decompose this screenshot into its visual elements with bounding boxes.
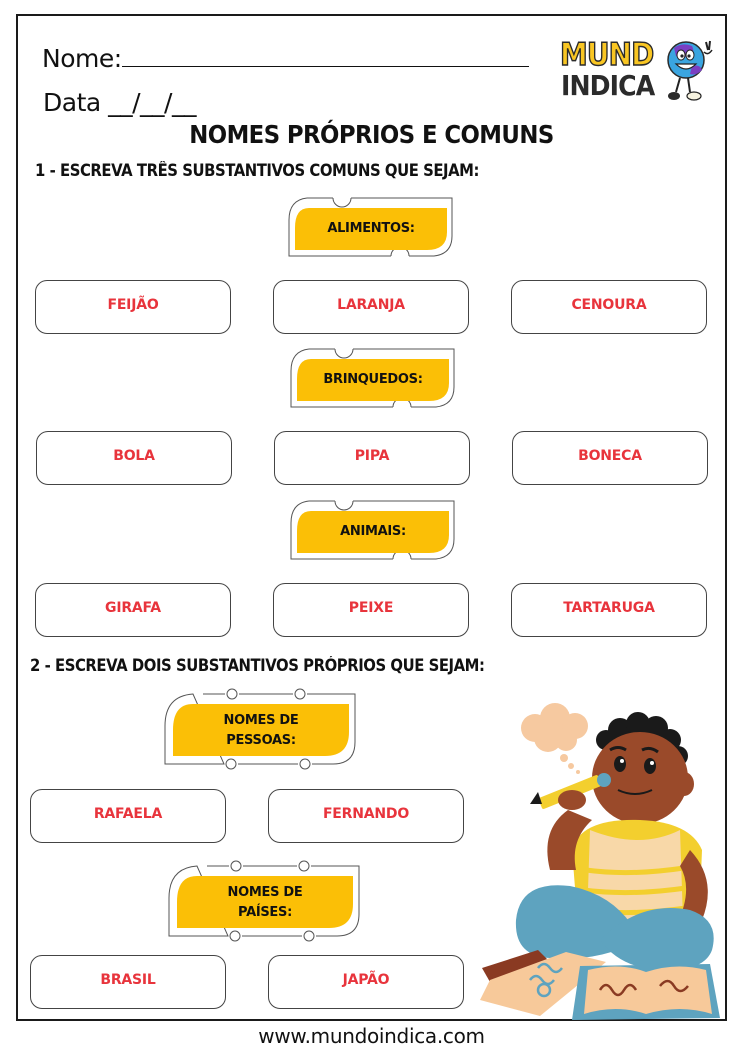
answer-text: BRASIL — [100, 972, 156, 988]
category-label-alimentos — [287, 196, 455, 258]
answer-box[interactable] — [268, 789, 464, 843]
globe-mascot-icon — [662, 38, 716, 104]
answer-box[interactable] — [30, 955, 226, 1009]
child-thinking-illustration — [480, 700, 725, 1020]
answer-text: TARTARUGA — [563, 600, 655, 616]
answer-text: FERNANDO — [322, 806, 410, 822]
mundo-indica-logo — [560, 38, 716, 104]
category-text: ALIMENTOS: — [327, 221, 415, 236]
date-label: Data __/__/__ — [43, 88, 196, 117]
question-2: 2 - ESCREVA DOIS SUBSTANTIVOS PRÓPRIOS QUE SEJAM: — [30, 656, 485, 675]
answer-text: LARANJA — [337, 297, 405, 313]
category-label-paises — [167, 862, 363, 942]
answer-box[interactable] — [273, 280, 469, 334]
answer-text: GIRAFA — [105, 600, 161, 616]
footer-url[interactable]: www.mundoindica.com — [258, 1024, 485, 1048]
logo-line2: INDICA — [561, 69, 655, 102]
name-field[interactable] — [42, 44, 529, 73]
answer-text: BOLA — [113, 448, 155, 464]
category-label-animais — [289, 499, 457, 561]
name-label: Nome: — [42, 44, 122, 73]
answer-box[interactable] — [511, 280, 707, 334]
answer-text: PEIXE — [348, 600, 394, 616]
category-label-brinquedos — [289, 347, 457, 409]
answer-box[interactable] — [268, 955, 464, 1009]
answer-box[interactable] — [30, 789, 226, 843]
category-text-line2: PAÍSES: — [238, 905, 292, 920]
answer-text: FEIJÃO — [107, 297, 159, 313]
answer-box[interactable] — [512, 431, 708, 485]
category-text-line2: PESSOAS: — [226, 733, 296, 748]
category-text: BRINQUEDOS: — [323, 372, 423, 387]
open-book-icon — [572, 964, 720, 1020]
answer-box[interactable] — [274, 431, 470, 485]
category-text-line1: NOMES DE — [227, 885, 303, 900]
thought-cloud-icon — [521, 703, 588, 774]
answer-box[interactable] — [35, 280, 231, 334]
category-text-line1: NOMES DE — [223, 713, 299, 728]
date-field[interactable] — [43, 88, 196, 117]
answer-text: BONECA — [578, 448, 642, 464]
answer-text: JAPÃO — [342, 972, 390, 988]
answer-box[interactable] — [511, 583, 707, 637]
answer-text: RAFAELA — [93, 806, 163, 822]
category-text: ANIMAIS: — [340, 524, 406, 539]
worksheet-title: NOMES PRÓPRIOS E COMUNS — [189, 120, 554, 149]
question-1: 1 - ESCREVA TRÊS SUBSTANTIVOS COMUNS QUE SEJAM: — [35, 161, 479, 180]
answer-box[interactable] — [273, 583, 469, 637]
answer-box[interactable] — [35, 583, 231, 637]
logo-line1: MUND — [560, 37, 654, 73]
answer-box[interactable] — [36, 431, 232, 485]
name-line[interactable] — [122, 45, 529, 67]
answer-text: PIPA — [354, 448, 390, 464]
answer-text: CENOURA — [571, 297, 647, 313]
category-label-pessoas — [163, 690, 359, 770]
